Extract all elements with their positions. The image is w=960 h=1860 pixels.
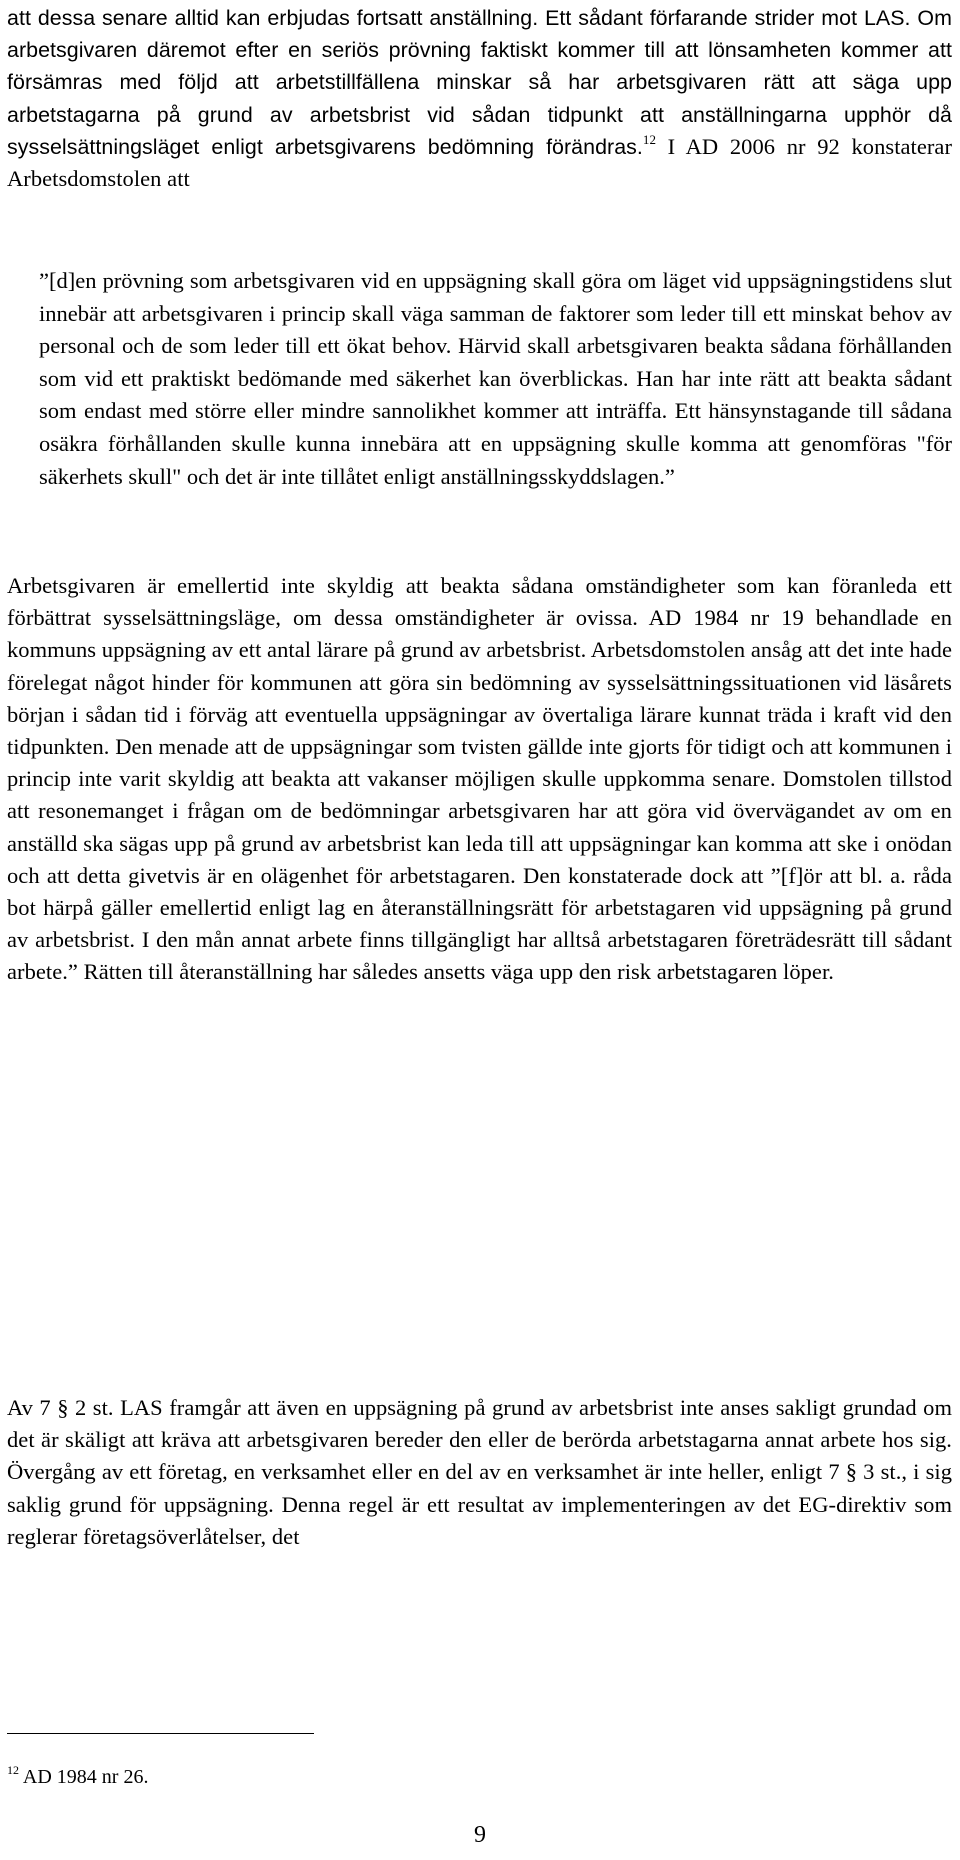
page-number: 9 [474,1822,486,1848]
footnote-number: 12 [7,1763,19,1778]
footnote-separator [7,1733,314,1734]
paragraph-1-text: att dessa senare alltid kan erbjudas fortsatt anställning. Ett sådant förfarande strider mot LAS. Om arbetsgivaren däremot efter en seriös prövning faktiskt kommer till att lönsamheten kommer att försämras med följd att arbetstillfällena minskar så har arbetsgivaren rätt att säga upp arbetstagarna på grund av arbetsbrist vid sådan tidpunkt att anställningarna upphör då sysselsättningsläget enligt arbetsgivarens bedömning förändras. [7,6,952,159]
block-quote: ”[d]en prövning som arbetsgivaren vid en uppsägning skall göra om läget vid uppsägningstidens slut innebär att arbetsgivaren i princip skall väga samman de faktorer som leder till ett minskat behov av personal och de som leder till ett ökat behov. Härvid skall arbetsgivaren beakta sådana förhållanden som vid ett praktiskt bedömande med säkerhet kan överblickas. Han har inte rätt att beakta sådant som endast med större eller mindre sannolikhet kommer att inträffa. Ett hänsynstagande till sådana osäkra förhållanden skulle kunna innebära att en uppsägning skulle komma att genomföras "för säkerhets skull" och det är inte tillåtet enligt anställningsskyddslagen.” [39,268,952,489]
paragraph-1-text-continued: I AD 2006 nr 92 konstaterar Arbetsdomstolen att [7,133,952,192]
footnote-text: AD 1984 nr 26. [19,1766,149,1788]
paragraph-3: Av 7 § 2 st. LAS framgår att även en uppsägning på grund av arbetsbrist inte anses sakligt grundad om det är skäligt att kräva att arbetsgivaren bereder den eller de berörda arbetstagarna annat arbete hos sig. Övergång av ett företag, en verksamhet eller en del av en verksamhet är inte heller, enligt 7 § 3 st., i sig saklig grund för uppsägning. Denna regel är ett resultat av implementeringen av det EG-direktiv som reglerar företagsöverlåtelser, det [7,1395,952,1549]
footnote-reference: 12 [642,132,656,148]
footnote [7,1765,148,1789]
paragraph-2: Arbetsgivaren är emellertid inte skyldig att beakta sådana omständigheter som kan föranleda ett förbättrat sysselsättningsläge, om dessa omständigheter är ovissa. AD 1984 nr 19 behandlade en kommuns uppsägning av ett antal lärare på grund av arbetsbrist. Arbetsdomstolen ansåg att det inte hade förelegat något hinder för kommunen att göra sin bedömning av sysselsättningssituationen vid läsårets början i sådan tid i förväg att eventuella uppsägningar av övertaliga lärare kunnat träda i kraft vid den tidpunkten. Den menade att de uppsägningar som tvisten gällde inte gjorts för tidigt och att kommunen i princip inte varit skyldig att beakta att vakanser möjligen skulle uppkomma senare. Domstolen tillstod att resonemanget i frågan om de bedömningar arbetsgivaren har att göra vid övervägandet av om en anställd ska sägas upp på grund av arbetsbrist kan leda till att uppsägningar kan komma att ske i onödan och att detta givetvis är en olägenhet för arbetstagaren. Den konstaterade dock att ”[f]ör att bl. a. råda bot härpå gäller emellertid enligt lag en återanställningsrätt för arbetstagaren vid uppsägning på grund av arbetsbrist. I den mån annat arbete finns tillgängligt har alltså arbetstagaren företrädesrätt till sådant arbete.” Rätten till återanställning har således ansetts väga upp den risk arbetstagaren löper. [7,573,952,985]
paragraph-1 [7,2,952,195]
